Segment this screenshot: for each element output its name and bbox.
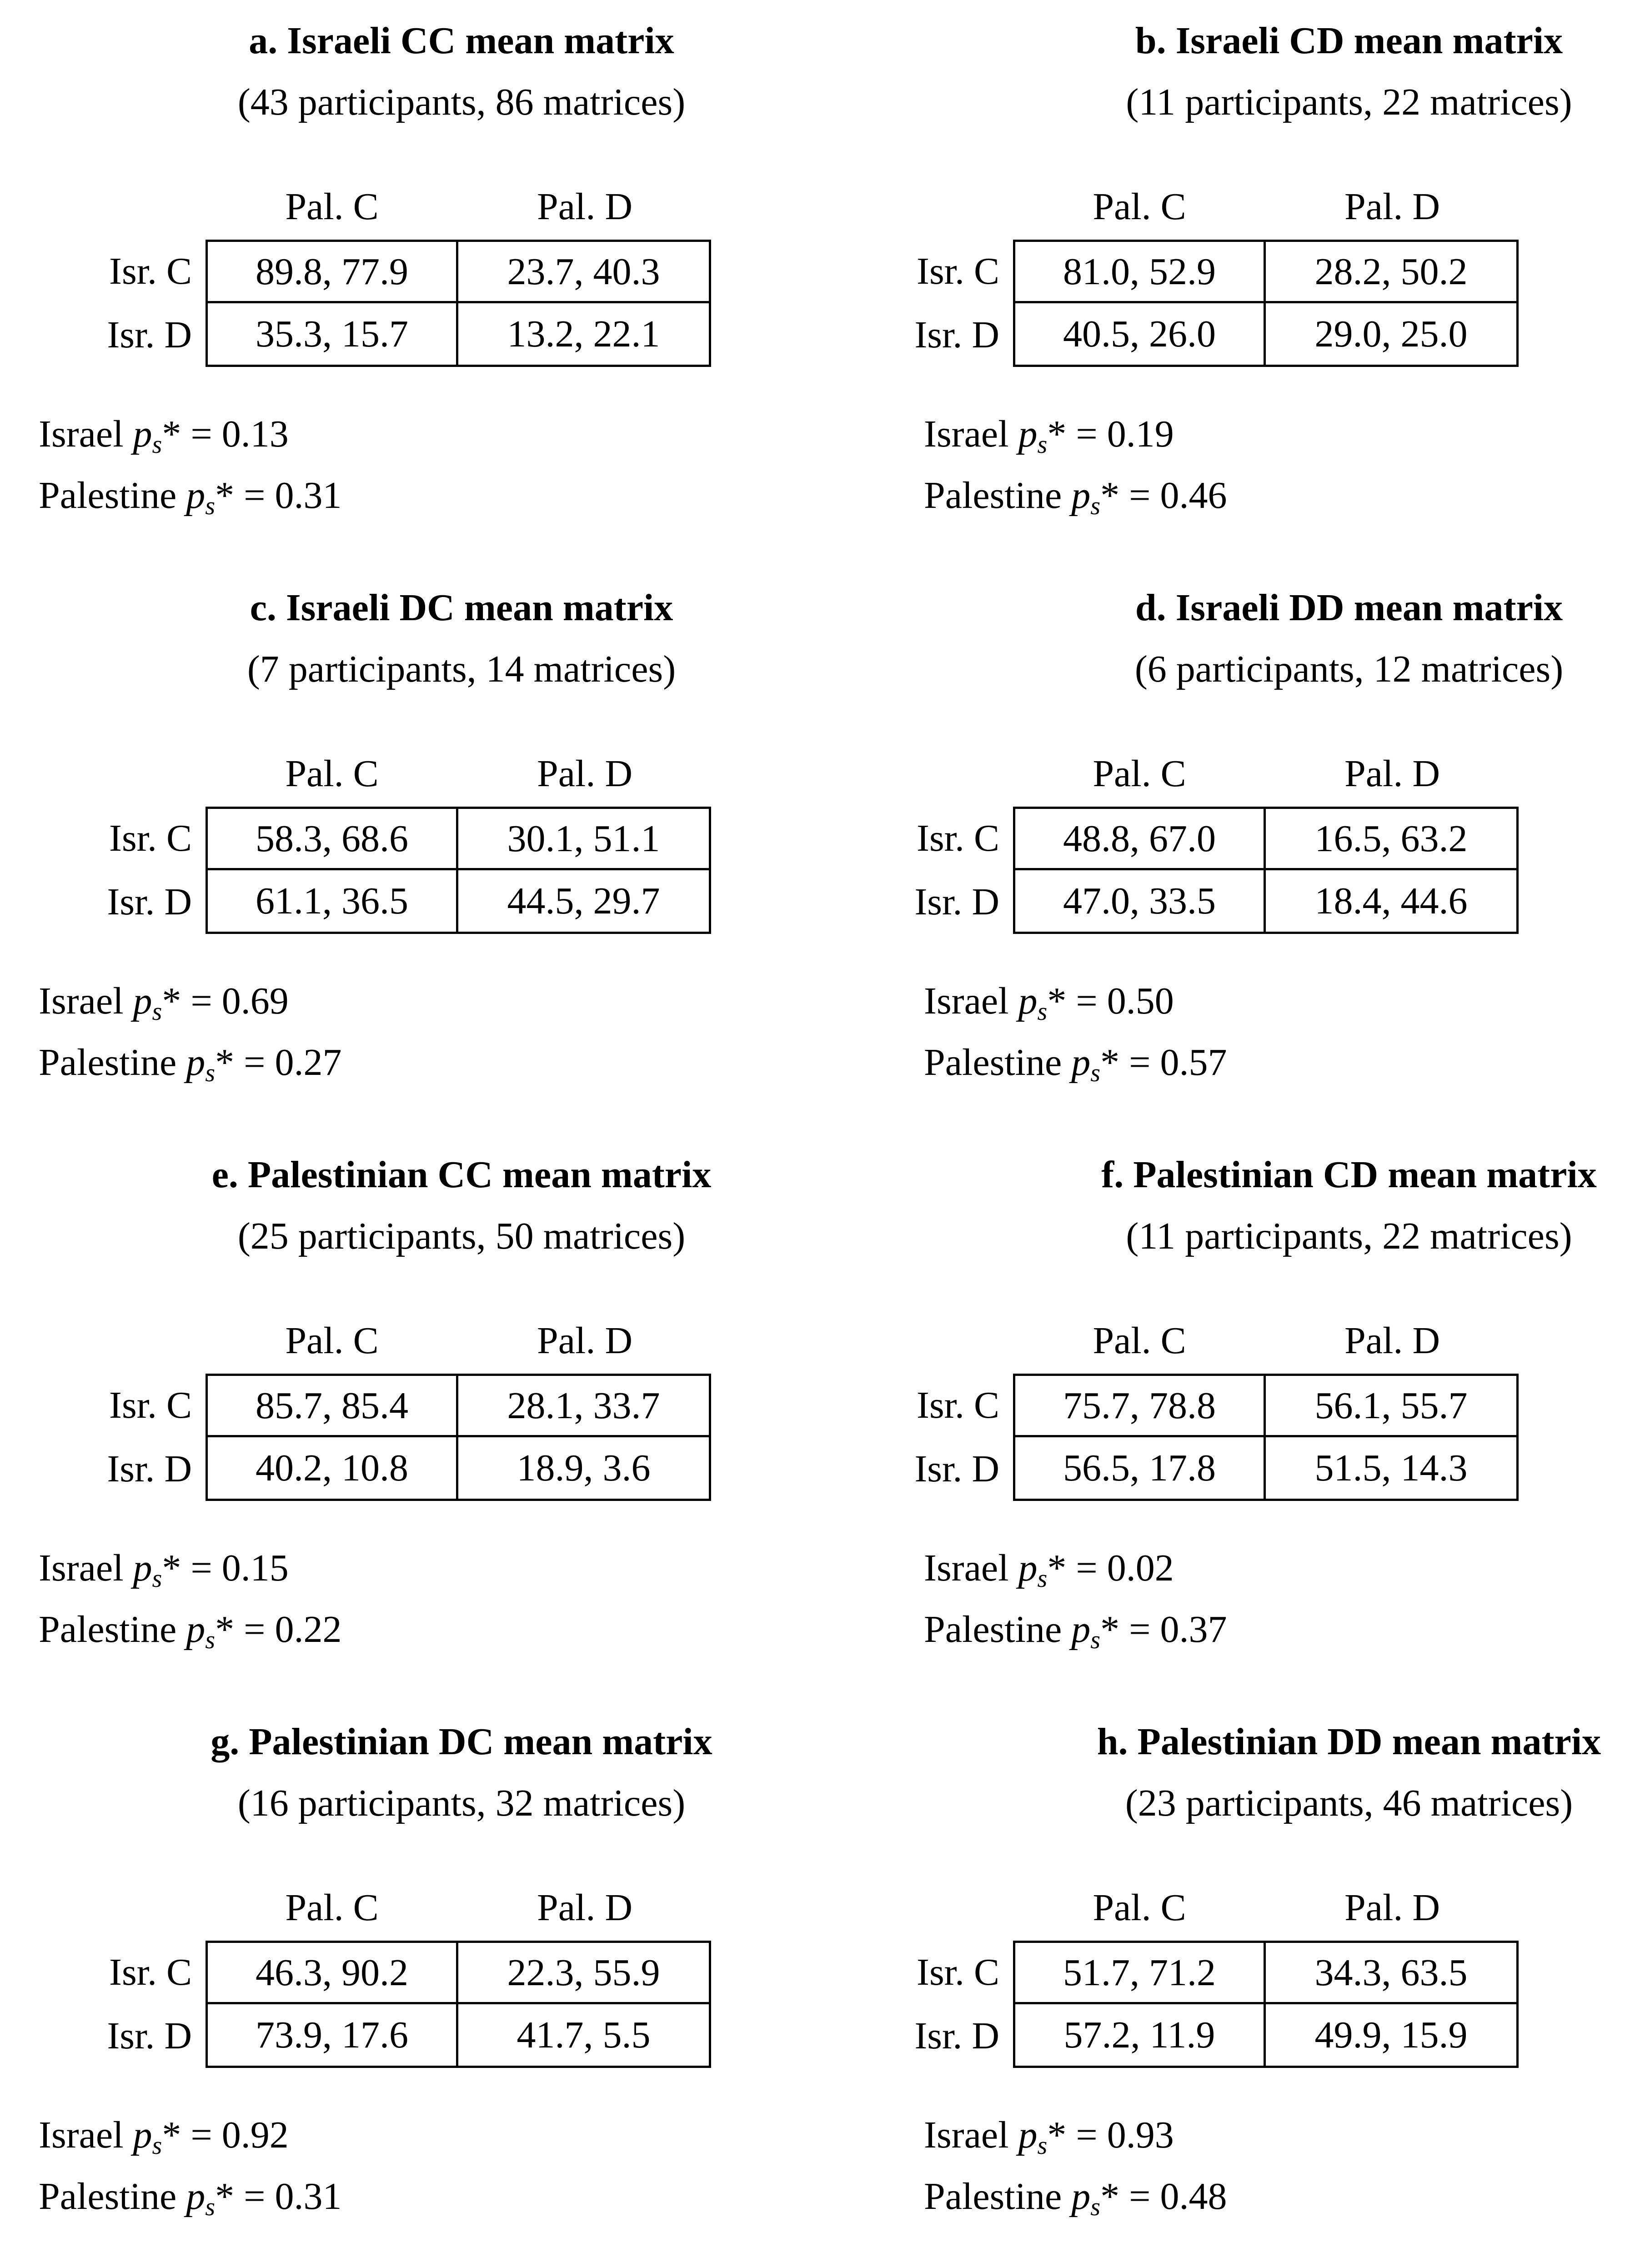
row-header: Isr. D	[107, 881, 192, 923]
israel-label: Israel	[39, 980, 124, 1022]
column-header: Pal. D	[1344, 186, 1440, 228]
ps-symbol	[1071, 1041, 1101, 1087]
ps-symbol-base: p	[186, 1608, 206, 1651]
matrix-cell: 35.3, 15.7	[208, 303, 458, 365]
israel-ps-line	[924, 411, 1174, 457]
ps-symbol-base: p	[1071, 1608, 1091, 1651]
ps-symbol-sub: s	[152, 431, 162, 459]
row-header: Isr. C	[916, 1384, 999, 1426]
column-header: Pal. D	[537, 1320, 632, 1362]
ps-symbol-suffix: *	[1047, 1547, 1067, 1589]
ps-symbol	[1018, 2114, 1048, 2160]
israel-ps-line	[39, 411, 289, 457]
row-header: Isr. D	[914, 1448, 999, 1490]
column-header: Pal. C	[285, 1887, 379, 1929]
ps-symbol	[1071, 2175, 1101, 2221]
palestine-ps-line	[39, 1607, 341, 1652]
palestine-ps-line	[924, 2174, 1227, 2219]
ps-symbol-sub: s	[1037, 1565, 1048, 1593]
ps-symbol-sub: s	[1090, 1059, 1101, 1087]
ps-symbol-base: p	[133, 1547, 152, 1589]
ps-symbol	[1071, 474, 1101, 520]
ps-symbol-sub: s	[152, 998, 162, 1026]
matrix-cell: 51.5, 14.3	[1314, 1447, 1468, 1489]
matrix-cell: 18.4, 44.6	[1314, 880, 1468, 922]
israel-ps-line	[39, 1545, 289, 1591]
ps-symbol	[1018, 1547, 1048, 1593]
palestine-ps-line	[39, 2174, 341, 2219]
palestine-ps-line	[39, 1040, 341, 1085]
matrix-cell: 28.2, 50.2	[1266, 242, 1516, 303]
israel-ps-value: = 0.15	[191, 1547, 289, 1589]
matrix-cell: 56.1, 55.7	[1266, 1376, 1516, 1437]
palestine-label: Palestine	[924, 1608, 1062, 1651]
row-header: Isr. C	[109, 250, 192, 292]
matrix-cell: 40.5, 26.0	[1015, 303, 1266, 365]
ps-symbol-suffix: *	[1047, 980, 1067, 1022]
ps-symbol-base: p	[133, 2114, 152, 2156]
palestine-ps-value: = 0.48	[1129, 2175, 1227, 2218]
row-header: Isr. C	[109, 817, 192, 859]
ps-symbol-suffix: *	[162, 413, 181, 455]
panel-subtitle: (43 participants, 86 matrices)	[237, 81, 686, 123]
matrix-cell: 57.2, 11.9	[1015, 2004, 1266, 2066]
israel-ps-value: = 0.19	[1076, 413, 1174, 455]
israel-label: Israel	[924, 980, 1009, 1022]
column-header: Pal. C	[285, 186, 379, 228]
panel-e	[0, 1134, 812, 1701]
matrix-cell: 13.2, 22.1	[507, 313, 660, 355]
ps-symbol-base: p	[186, 474, 206, 517]
matrix-cell: 58.3, 68.6	[208, 809, 458, 870]
panel-subtitle: (11 participants, 22 matrices)	[1126, 1215, 1572, 1257]
ps-symbol-base: p	[1071, 474, 1091, 517]
ps-symbol-sub: s	[1090, 1626, 1101, 1654]
ps-symbol-suffix: *	[215, 2175, 235, 2218]
palestine-label: Palestine	[924, 474, 1062, 517]
panel-c	[0, 567, 812, 1134]
israel-ps-line	[924, 978, 1174, 1024]
matrix-cell: 51.7, 71.2	[1015, 1943, 1266, 2004]
israel-ps-line	[924, 1545, 1174, 1591]
row-header: Isr. D	[914, 314, 999, 356]
ps-symbol	[186, 474, 216, 520]
matrix-cell: 34.3, 63.5	[1266, 1943, 1516, 2004]
ps-symbol-sub: s	[1090, 2193, 1101, 2221]
row-header: Isr. D	[107, 314, 192, 356]
row-header: Isr. D	[914, 881, 999, 923]
palestine-label: Palestine	[924, 2175, 1062, 2218]
matrix-cell: 73.9, 17.6	[208, 2004, 458, 2066]
payoff-matrix	[1013, 807, 1519, 934]
palestine-label: Palestine	[924, 1041, 1062, 1084]
ps-symbol-sub: s	[1037, 431, 1048, 459]
ps-symbol	[1018, 980, 1048, 1026]
ps-symbol-suffix: *	[215, 1041, 235, 1084]
panel-title: f. Palestinian CD mean matrix	[1101, 1154, 1597, 1196]
ps-symbol-suffix: *	[162, 2114, 181, 2156]
matrix-cell: 40.2, 10.8	[208, 1437, 458, 1499]
israel-label: Israel	[924, 413, 1009, 455]
matrix-cell: 23.7, 40.3	[458, 242, 709, 303]
israel-ps-value: = 0.13	[191, 413, 289, 455]
ps-symbol-sub: s	[1090, 492, 1101, 520]
ps-symbol	[1071, 1608, 1101, 1654]
israel-ps-line	[924, 2112, 1174, 2158]
palestine-ps-value: = 0.27	[244, 1041, 342, 1084]
israel-ps-value: = 0.02	[1076, 1547, 1174, 1589]
palestine-ps-line	[924, 1040, 1227, 1085]
ps-symbol-sub: s	[152, 2132, 162, 2160]
palestine-ps-line	[924, 473, 1227, 518]
matrix-cell: 75.7, 78.8	[1015, 1376, 1266, 1437]
ps-symbol-base: p	[1018, 2114, 1038, 2156]
ps-symbol-sub: s	[152, 1565, 162, 1593]
matrix-cell: 18.9, 3.6	[517, 1447, 651, 1489]
israel-ps-line	[39, 978, 289, 1024]
row-header: Isr. D	[914, 2015, 999, 2057]
row-header: Isr. C	[109, 1951, 192, 1993]
panel-subtitle: (25 participants, 50 matrices)	[237, 1215, 686, 1257]
palestine-ps-value: = 0.22	[244, 1608, 342, 1651]
matrix-cell: 29.0, 25.0	[1314, 313, 1468, 355]
panel-subtitle: (16 participants, 32 matrices)	[237, 1782, 686, 1824]
palestine-ps-line	[39, 473, 341, 518]
panel-title: g. Palestinian DC mean matrix	[211, 1721, 712, 1763]
ps-symbol	[133, 413, 162, 459]
ps-symbol-suffix: *	[1100, 474, 1120, 517]
row-header: Isr. C	[916, 250, 999, 292]
matrix-cell: 30.1, 51.1	[458, 809, 709, 870]
matrix-cell: 81.0, 52.9	[1015, 242, 1266, 303]
column-header: Pal. C	[1093, 186, 1186, 228]
ps-symbol	[186, 1041, 216, 1087]
matrix-cell: 46.3, 90.2	[208, 1943, 458, 2004]
israel-ps-value: = 0.69	[191, 980, 289, 1022]
row-header: Isr. C	[916, 817, 999, 859]
israel-ps-line	[39, 2112, 289, 2158]
israel-ps-value: = 0.92	[191, 2114, 289, 2156]
payoff-matrix	[1013, 1374, 1519, 1501]
column-header: Pal. C	[1093, 1887, 1186, 1929]
palestine-ps-line	[924, 1607, 1227, 1652]
palestine-label: Palestine	[39, 1041, 177, 1084]
panel-title: b. Israeli CD mean matrix	[1135, 20, 1563, 62]
column-header: Pal. D	[537, 186, 632, 228]
column-header: Pal. C	[285, 1320, 379, 1362]
israel-label: Israel	[924, 2114, 1009, 2156]
payoff-matrix	[1013, 1941, 1519, 2068]
matrix-cell: 22.3, 55.9	[458, 1943, 709, 2004]
matrix-cell: 61.1, 36.5	[208, 870, 458, 932]
ps-symbol-suffix: *	[1100, 2175, 1120, 2218]
ps-symbol	[133, 2114, 162, 2160]
matrix-cell: 49.9, 15.9	[1314, 2014, 1468, 2056]
matrix-cell: 41.7, 5.5	[517, 2014, 651, 2056]
column-header: Pal. D	[1344, 1320, 1440, 1362]
panel-b	[812, 0, 1625, 567]
ps-symbol-base: p	[186, 1041, 206, 1084]
ps-symbol-suffix: *	[1047, 413, 1067, 455]
matrix-cell: 56.5, 17.8	[1015, 1437, 1266, 1499]
israel-label: Israel	[39, 413, 124, 455]
column-header: Pal. D	[1344, 753, 1440, 795]
ps-symbol-sub: s	[1037, 2132, 1048, 2160]
panel-title: c. Israeli DC mean matrix	[250, 587, 673, 629]
panel-title: e. Palestinian CC mean matrix	[211, 1154, 712, 1196]
column-header: Pal. D	[1344, 1887, 1440, 1929]
ps-symbol-sub: s	[205, 1059, 216, 1087]
ps-symbol	[186, 1608, 216, 1654]
payoff-matrix	[206, 1374, 711, 1501]
palestine-label: Palestine	[39, 474, 177, 517]
column-header: Pal. C	[1093, 753, 1186, 795]
ps-symbol-base: p	[1018, 980, 1038, 1022]
panel-g	[0, 1701, 812, 2268]
column-header: Pal. D	[537, 1887, 632, 1929]
palestine-label: Palestine	[39, 1608, 177, 1651]
palestine-ps-value: = 0.46	[1129, 474, 1227, 517]
matrix-cell: 28.1, 33.7	[458, 1376, 709, 1437]
israel-label: Israel	[39, 1547, 124, 1589]
ps-symbol-base: p	[1018, 413, 1038, 455]
ps-symbol-suffix: *	[1047, 2114, 1067, 2156]
ps-symbol-suffix: *	[162, 1547, 181, 1589]
matrix-cell: 89.8, 77.9	[208, 242, 458, 303]
panel-a	[0, 0, 812, 567]
ps-symbol	[133, 1547, 162, 1593]
ps-symbol-sub: s	[205, 1626, 216, 1654]
panel-title: a. Israeli CC mean matrix	[249, 20, 674, 62]
ps-symbol-base: p	[1018, 1547, 1038, 1589]
panel-f	[812, 1134, 1625, 1701]
row-header: Isr. C	[109, 1384, 192, 1426]
ps-symbol-base: p	[186, 2175, 206, 2218]
payoff-matrix	[206, 1941, 711, 2068]
palestine-ps-value: = 0.31	[244, 2175, 342, 2218]
ps-symbol-suffix: *	[1100, 1608, 1120, 1651]
palestine-ps-value: = 0.37	[1129, 1608, 1227, 1651]
palestine-label: Palestine	[39, 2175, 177, 2218]
panel-subtitle: (23 participants, 46 matrices)	[1125, 1782, 1573, 1824]
panel-d	[812, 567, 1625, 1134]
israel-ps-value: = 0.93	[1076, 2114, 1174, 2156]
ps-symbol-base: p	[133, 413, 152, 455]
payoff-matrix	[1013, 240, 1519, 367]
ps-symbol-base: p	[1071, 2175, 1091, 2218]
matrix-cell: 16.5, 63.2	[1266, 809, 1516, 870]
ps-symbol	[133, 980, 162, 1026]
row-header: Isr. D	[107, 2015, 192, 2057]
row-header: Isr. D	[107, 1448, 192, 1490]
ps-symbol-suffix: *	[215, 474, 235, 517]
matrix-cell: 85.7, 85.4	[208, 1376, 458, 1437]
row-header: Isr. C	[916, 1951, 999, 1993]
matrix-cell: 48.8, 67.0	[1015, 809, 1266, 870]
palestine-ps-value: = 0.57	[1129, 1041, 1227, 1084]
panel-title: h. Palestinian DD mean matrix	[1097, 1721, 1601, 1763]
column-header: Pal. C	[285, 753, 379, 795]
ps-symbol-sub: s	[205, 492, 216, 520]
column-header: Pal. D	[537, 753, 632, 795]
ps-symbol-sub: s	[1037, 998, 1048, 1026]
ps-symbol	[186, 2175, 216, 2221]
ps-symbol-base: p	[1071, 1041, 1091, 1084]
ps-symbol-suffix: *	[1100, 1041, 1120, 1084]
ps-symbol-suffix: *	[162, 980, 181, 1022]
payoff-matrix	[206, 240, 711, 367]
panel-subtitle: (7 participants, 14 matrices)	[247, 648, 676, 690]
panel-subtitle: (11 participants, 22 matrices)	[1126, 81, 1572, 123]
column-header: Pal. C	[1093, 1320, 1186, 1362]
ps-symbol-sub: s	[205, 2193, 216, 2221]
payoff-matrix	[206, 807, 711, 934]
panel-subtitle: (6 participants, 12 matrices)	[1134, 648, 1564, 690]
panel-title: d. Israeli DD mean matrix	[1135, 587, 1563, 629]
palestine-ps-value: = 0.31	[244, 474, 342, 517]
ps-symbol-base: p	[133, 980, 152, 1022]
matrix-cell: 47.0, 33.5	[1015, 870, 1266, 932]
ps-symbol	[1018, 413, 1048, 459]
israel-ps-value: = 0.50	[1076, 980, 1174, 1022]
panel-h	[812, 1701, 1625, 2268]
ps-symbol-suffix: *	[215, 1608, 235, 1651]
matrix-cell: 44.5, 29.7	[507, 880, 660, 922]
israel-label: Israel	[39, 2114, 124, 2156]
israel-label: Israel	[924, 1547, 1009, 1589]
